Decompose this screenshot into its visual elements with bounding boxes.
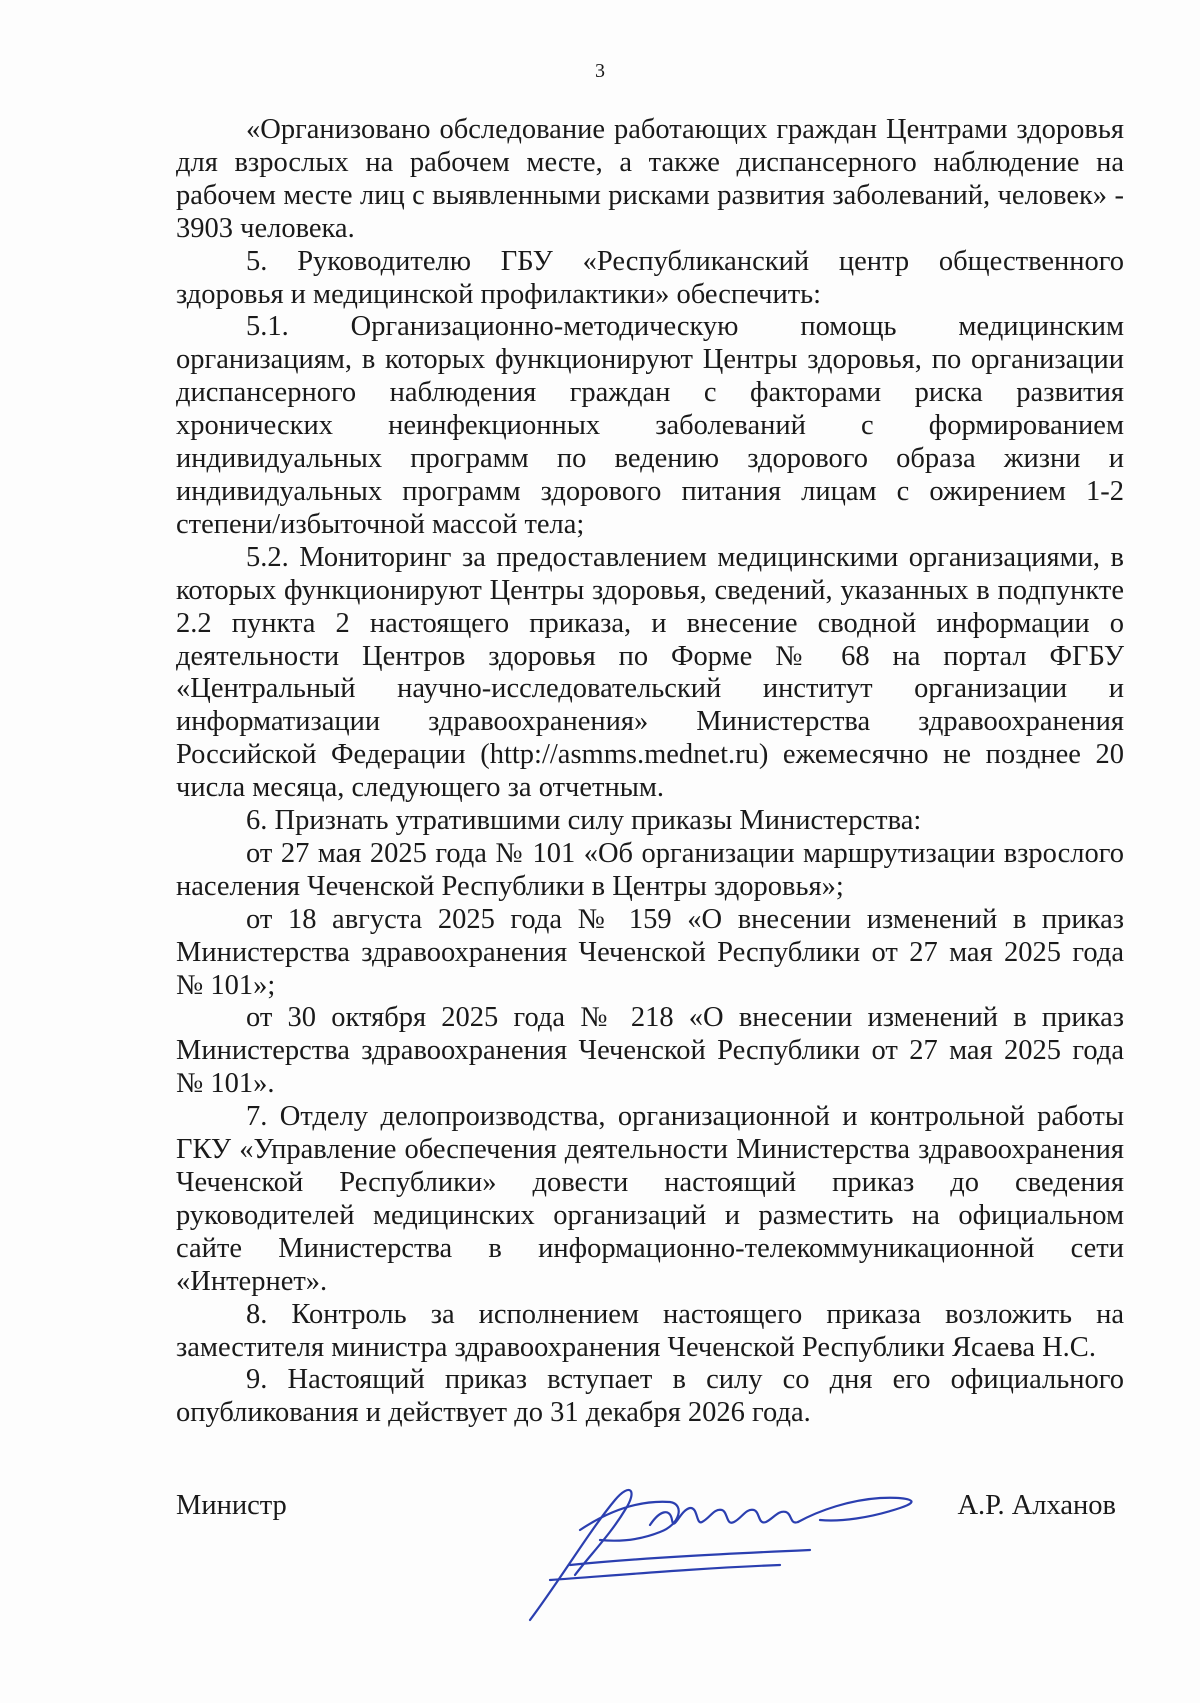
paragraph-item-6: 6. Признать утратившими силу приказы Министерства: [246, 805, 922, 837]
paragraph-revoked-order-218: от 30 октября 2025 года № 218 «О внесении изменений в приказ Министерства здравоохранения Чеченской Республики от 27 мая 2025 года № 101». [176, 1002, 1124, 1100]
signatory-name: А.Р. Алханов [957, 1490, 1116, 1521]
paragraph-revoked-order-101: от 27 мая 2025 года № 101 «Об организации маршрутизации взрослого населения Чеченской Республики в Центры здоровья»; [176, 837, 1124, 902]
signature-strokes [530, 1490, 911, 1620]
paragraph-item-8: 8. Контроль за исполнением настоящего приказа возложить на заместителя министра здравоохранения Чеченской Республики Ясаева Н.С. [176, 1298, 1124, 1363]
paragraph-item-9: 9. Настоящий приказ вступает в силу со дня его официального опубликования и действует до 31 декабря 2026 года. [176, 1364, 1124, 1429]
document-body [176, 114, 1124, 1430]
page-number: 3 [595, 60, 605, 82]
signatory-title: Министр [176, 1490, 287, 1521]
paragraph-item-7: 7. Отделу делопроизводства, организационной и контрольной работы ГКУ «Управление обеспечения деятельности Министерства здравоохранения Чеченской Республики» довести настоящий приказ до сведения руководителей медицинских организаций и разместить на официальном сайте Министерства в информационно-телекоммуникационной сети «Интернет». [176, 1101, 1124, 1297]
paragraph-revoked-order-159: от 18 августа 2025 года № 159 «О внесении изменений в приказ Министерства здравоохранения Чеченской Республики от 27 мая 2025 года № 101»; [176, 903, 1124, 1001]
paragraph-item-5-1: 5.1. Организационно-методическую помощь медицинским организациям, в которых функционируют Центры здоровья, по организации диспансерного наблюдения граждан с факторами риска развития хронических неинфекционных заболеваний с формированием индивидуальных программ по ведению здорового образа жизни и индивидуальных программ здорового питания лицам с ожирением 1-2 степени/избыточной массой тела; [176, 311, 1124, 540]
paragraph-item-5: 5. Руководителю ГБУ «Республиканский центр общественного здоровья и медицинской профилактики» обеспечить: [176, 245, 1124, 310]
handwritten-signature [520, 1470, 940, 1630]
paragraph-item-5-2: 5.2. Мониторинг за предоставлением медицинскими организациями, в которых функционируют Центры здоровья, сведений, указанных в подпункте 2.2 пункта 2 настоящего приказа, и внесение сводной информации о деятельности Центров здоровья по Форме № 68 на портал ФГБУ «Центральный научно-исследовательский институт организации и информатизации здравоохранения» Министерства здравоохранения Российской Федерации (http://asmms.mednet.ru) ежемесячно не позднее 20 числа месяца, следующего за отчетным. [176, 541, 1124, 804]
paragraph-results-quote: «Организовано обследование работающих граждан Центрами здоровья для взрослых на рабочем месте, а также диспансерного наблюдение на рабочем месте лиц с выявленными рисками развития заболеваний, человек» - 3903 человека. [176, 114, 1124, 244]
